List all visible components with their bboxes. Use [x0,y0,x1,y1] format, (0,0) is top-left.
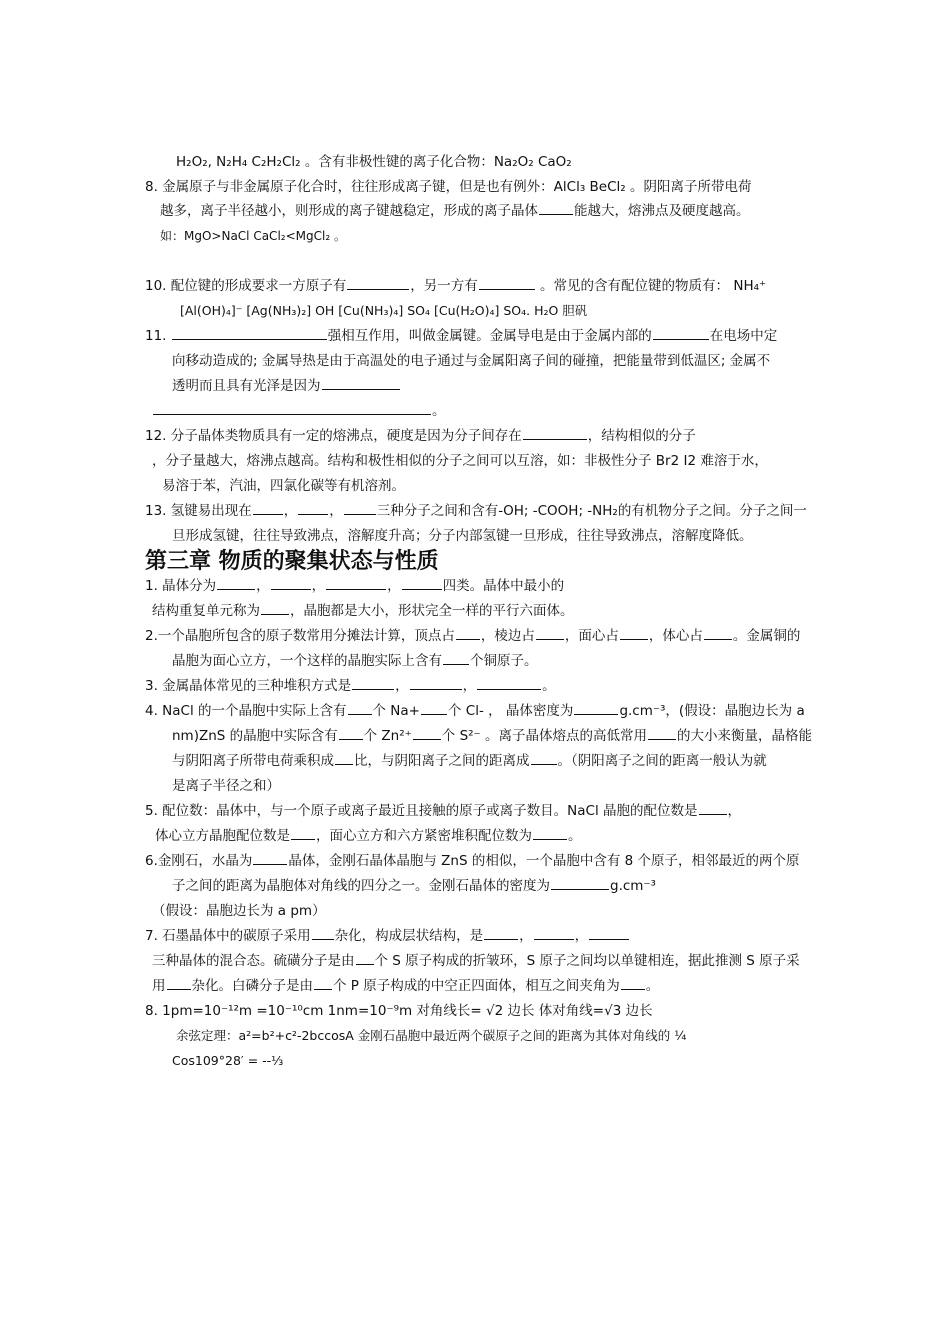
text-line: 晶胞为面心立方，一个这样的晶胞实际上含有 个铜原子。 [172,649,538,673]
text-line: 向移动造成的; 金属导热是由于高温处的电子通过与金属阳离子间的碰撞，把能量带到低温区; 金属不 [172,353,771,369]
blank-line [551,874,609,890]
text-line: 8. 金属原子与非金属原子化合时，往往形成离子键，但是也有例外：AlCl₃ BeCl₂ 。阴阳离子所带电荷 [145,179,752,195]
text-line: 易溶于苯，汽油，四氯化碳等有机溶剂。 [162,478,405,494]
text-line: 4. NaCl 的一个晶胞中实际上含有 个 Na+ 个 Cl- ， 晶体密度为 g.cm⁻³，(假设：晶胞边长为 a [145,699,805,723]
blank-line [153,399,431,415]
text-line: ，分子量越大，熔沸点越高。结构和极性相似的分子之间可以互溶，如：非极性分子 Br2 I2 难溶于水， [152,453,768,469]
blank-line [172,324,327,340]
text-line: 8. 1pm=10⁻¹²m =10⁻¹⁰cm 1nm=10⁻⁹m 对角线长= √2 边长 体对角线=√3 边长 [145,1003,653,1019]
blank-line [410,674,462,690]
blank-line [523,424,587,440]
blank-line [291,824,315,840]
blank-line [536,624,564,640]
blank-line [167,974,191,990]
text-line: 子之间的距离为晶胞体对角线的四分之一。金刚石晶体的密度为 g.cm⁻³ [172,874,656,898]
chapter-title: 第三章 物质的聚集状态与性质 [145,548,439,574]
blank-line [339,724,363,740]
text-line: 余弦定理：a²=b²+c²-2bccosA 金刚石晶胞中最近两个碳原子之间的距离为其体对角线的 ¼ [176,1028,687,1043]
text-line: [Al(OH)₄]⁻ [Ag(NH₃)₂] OH [Cu(NH₃)₄] SO₄ [Cu(H₂O)₄] SO₄. H₂O 胆矾 [180,303,588,318]
blank-line [322,374,400,390]
text-line: 体心立方晶胞配位数是 ，面心立方和六方紧密堆积配位数为 。 [155,824,582,848]
text-line: 三种晶体的混合态。硫磺分子是由 个 S 原子构成的折皱环，S 原子之间均以单键相连，据此推测 S 原子采 [152,949,800,973]
text-line: 旦形成氢键，往往导致沸点，溶解度升高；分子内部氢键一旦形成，往往导致沸点，溶解度降低。 [172,528,753,544]
text-line: 越多，离子半径越小，则形成的离子键越稳定，形成的离子晶体 能越大，熔沸点及硬度越高。 [160,199,750,223]
blank-line [253,849,287,865]
blank-line [479,274,535,290]
blank-line [621,974,645,990]
blank-line [531,749,557,765]
blank-line [356,949,374,965]
blank-line [699,799,727,815]
blank-line [620,624,648,640]
blank-line [533,824,567,840]
text-line: 2.一个晶胞所包含的原子数常用分摊法计算，顶点占 ，棱边占 ，面心占 ，体心占 。金属铜的 [145,624,800,648]
blank-line [539,199,573,215]
text-line: 10. 配位键的形成要求一方原子有 ，另一方有 。常见的含有配位键的物质有： NH₄⁺ [145,274,766,298]
text-line: 6.金刚石，水晶为 晶体，金刚石晶体晶胞与 ZnS 的相似，一个晶胞中含有 8 个原子，相邻最近的两个原 [145,849,800,873]
blank-line [352,674,394,690]
blank-line [484,924,518,940]
blank-line [348,699,372,715]
text-line: 13. 氢键易出现在 ， ， 三种分子之间和含有-OH; -COOH; -NH₂的有机物分子之间。分子之间一 [145,499,807,523]
blank-line [217,574,255,590]
blank-line [347,274,409,290]
text-line: 结构重复单元称为 ，晶胞都是大小，形状完全一样的平行六面体。 [152,599,574,623]
text-line: 11. 强相互作用，叫做金属键。金属导电是由于金属内部的 在电场中定 [145,324,777,348]
blank-line [574,699,618,715]
text-line: 7. 石墨晶体中的碳原子采用 杂化，构成层状结构，是 ， ， [145,924,630,948]
blank-line [312,924,334,940]
blank-line [534,924,574,940]
text-line: 。 [152,399,446,423]
blank-line [402,574,442,590]
text-line: H₂O₂, N₂H₄ C₂H₂Cl₂ 。含有非极性键的离子化合物：Na₂O₂ CaO₂ [176,154,572,170]
blank-line [421,699,447,715]
blank-line [456,624,480,640]
text-line: 用 杂化。白磷分子是由 个 P 原子构成的中空正四面体，相互之间夹角为 。 [152,974,659,998]
blank-line [314,974,332,990]
blank-line [253,499,283,515]
blank-line [326,574,386,590]
text-line: 是离子半径之和） [172,778,280,794]
blank-line [443,649,469,665]
text-line: 与阴阳离子所带电荷乘积成 比，与阴阳离子之间的距离成 。（阴阳离子之间的距离一般认为就 [172,749,767,773]
blank-line [477,674,541,690]
text-line: （假设：晶胞边长为 a pm） [152,903,326,919]
blank-line [344,499,376,515]
text-line: 1. 晶体分为 ， ， ， 四类。晶体中最小的 [145,574,564,598]
text-line: 3. 金属晶体常见的三种堆积方式是 ， ， 。 [145,674,556,698]
text-line: 12. 分子晶体类物质具有一定的熔沸点，硬度是因为分子间存在 ，结构相似的分子 [145,424,696,448]
blank-line [653,324,709,340]
blank-line [704,624,732,640]
text-line: 5. 配位数：晶体中，与一个原子或离子最近且接触的原子或离子数目。NaCl 晶胞的配位数是 ， [145,799,741,823]
blank-line [335,749,353,765]
blank-line [413,724,441,740]
blank-line [261,599,289,615]
blank-line [648,724,676,740]
blank-line [271,574,311,590]
text-line: 透明而且具有光泽是因为 [172,374,401,398]
text-line: Cos109°28′ = --⅓ [172,1053,284,1068]
text-line: 如：MgO>NaCl CaCl₂<MgCl₂ 。 [160,229,346,243]
blank-line [589,924,629,940]
text-line: nm)ZnS 的晶胞中实际含有 个 Zn²⁺ 个 S²⁻ 。离子晶体熔点的高低常用 的大小来衡量，晶格能 [172,724,812,748]
blank-line [298,499,328,515]
